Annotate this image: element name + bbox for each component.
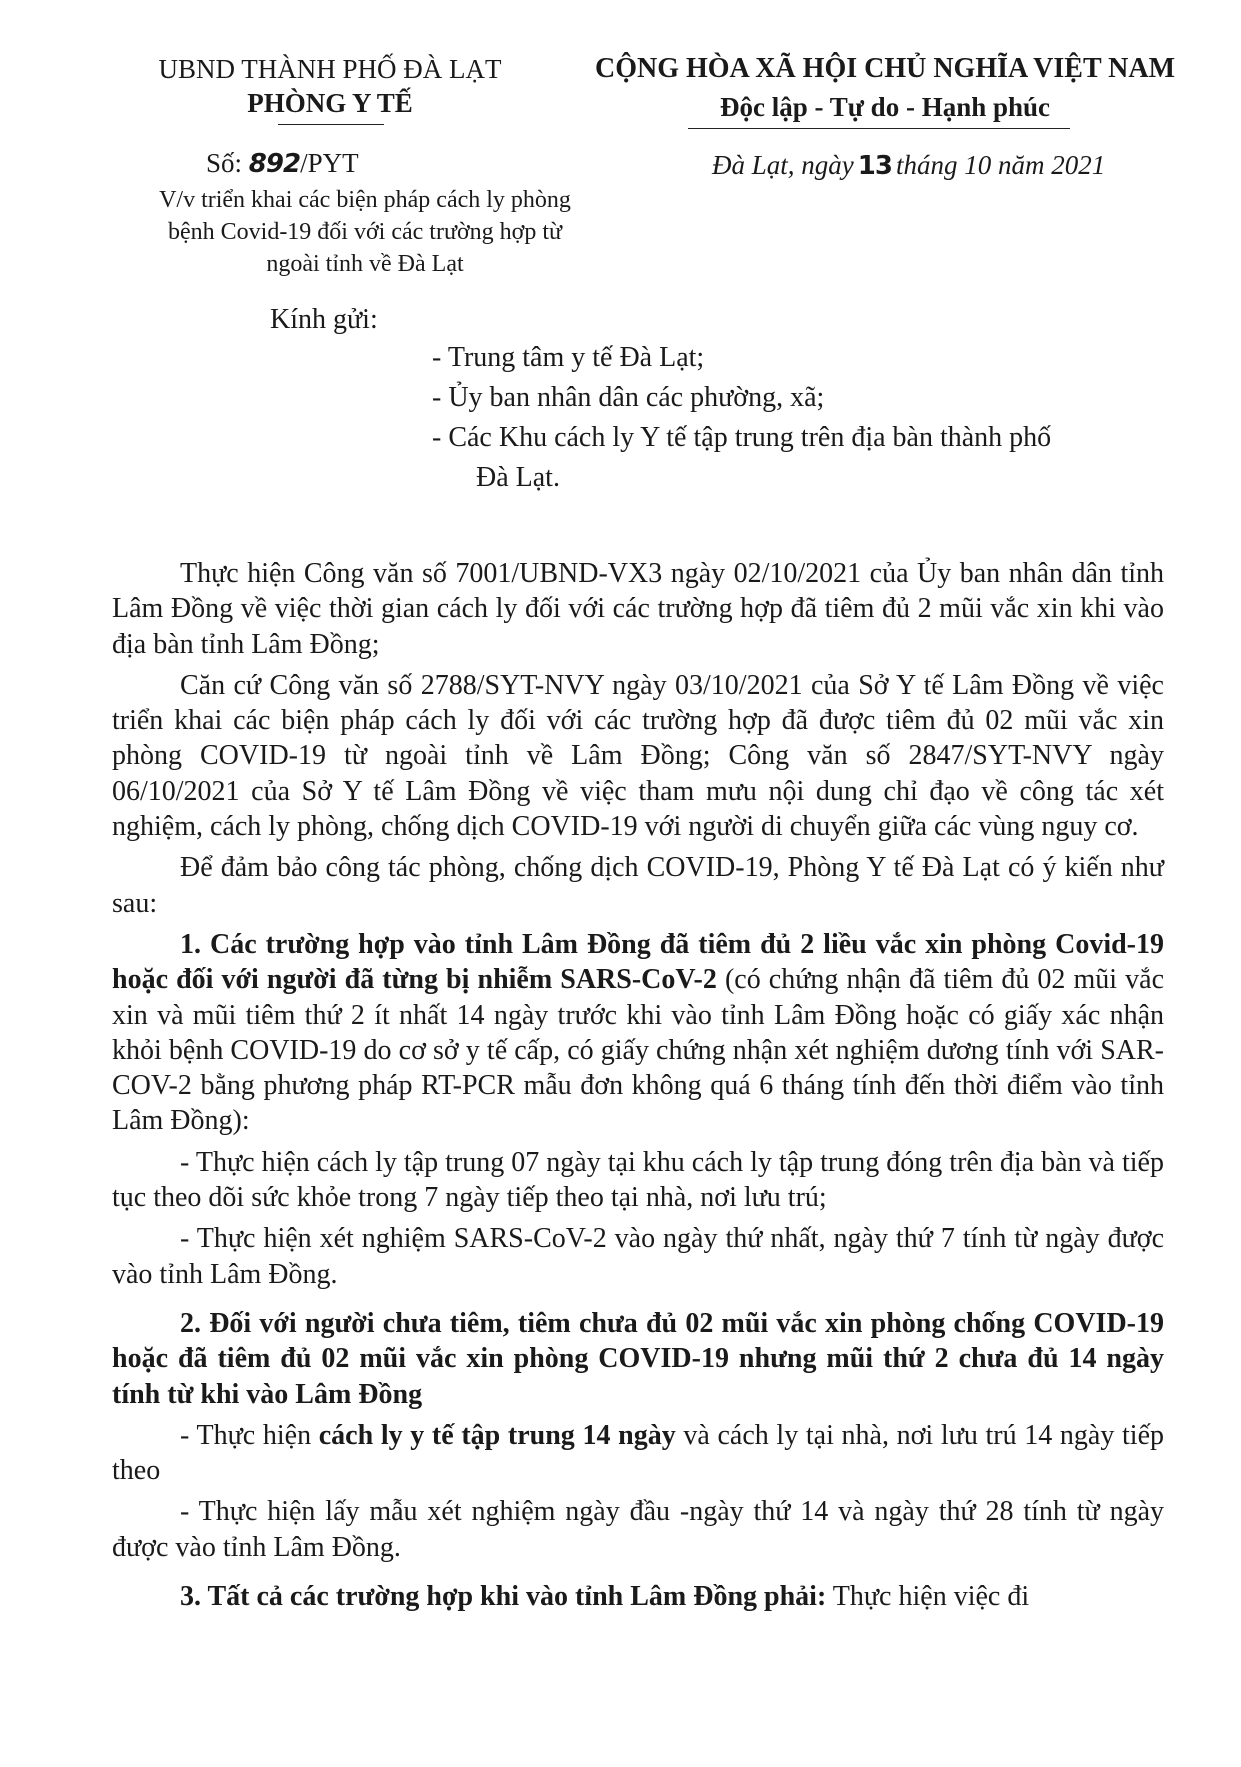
subject-line: ngoài tỉnh về Đà Lạt xyxy=(266,251,464,277)
doc-number-handwritten: 892 xyxy=(248,149,301,179)
section-2-bullet-emphasis: cách ly y tế tập trung 14 ngày xyxy=(318,1419,676,1451)
section-2-bullet-text: và cách ly tại nhà, nơi lưu trú 14 ngày tiếp theo xyxy=(112,1419,1164,1487)
national-heading-block xyxy=(585,50,1185,126)
motto-underline xyxy=(688,128,1070,129)
section-1-bullet: - Thực hiện xét nghiệm SARS-CoV-2 vào ngày thứ nhất, ngày thứ 7 tính từ ngày được vào tỉnh Lâm Đồng. xyxy=(112,1223,1164,1290)
date-place: Đà Lạt, ngày xyxy=(712,150,854,180)
section-2-bullet-text: - Thực hiện xyxy=(180,1419,319,1451)
recipient-item: - Trung tâm y tế Đà Lạt; xyxy=(432,342,705,373)
subject-line: V/v triển khai các biện pháp cách ly phòng xyxy=(159,187,571,213)
agency-parent: UBND THÀNH PHỐ ĐÀ LẠT xyxy=(158,54,502,84)
document-number xyxy=(206,146,359,181)
section-2-bullet: - Thực hiện lấy mẫu xét nghiệm ngày đầu -ngày thứ 14 và ngày thứ 28 tính từ ngày được vào tỉnh Lâm Đồng. xyxy=(112,1496,1164,1563)
agency-name: PHÒNG Y TẾ xyxy=(247,88,413,118)
issue-date xyxy=(712,148,1105,183)
subject-line: bệnh Covid-19 đối với các trường hợp từ xyxy=(167,219,563,245)
section-1-heading: 1. Các trường hợp vào tỉnh Lâm Đồng đã tiêm đủ 2 liều vắc xin phòng Covid-19 hoặc đối với người đã từng bị nhiễm SARS-CoV-2 xyxy=(112,928,1164,996)
section-2-heading: 2. Đối với người chưa tiêm, tiêm chưa đủ 02 mũi vắc xin phòng chống COVID-19 hoặc đã tiêm đủ 02 mũi vắc xin phòng COVID-19 nhưng mũi thứ 2 chưa đủ 14 ngày tính từ khi vào Lâm Đồng xyxy=(112,1307,1164,1410)
recipient-item: - Ủy ban nhân dân các phường, xã; xyxy=(432,382,825,413)
paragraph-opinion-intro: Để đảm bảo công tác phòng, chống dịch COVID-19, Phòng Y tế Đà Lạt có ý kiến như sau: xyxy=(112,852,1164,919)
section-1 xyxy=(112,927,1164,1139)
doc-number-prefix: Số: xyxy=(206,148,243,178)
date-rest: tháng 10 năm 2021 xyxy=(895,150,1106,180)
recipients-label: Kính gửi: xyxy=(270,304,378,335)
paragraph-reference-7001: Thực hiện Công văn số 7001/UBND-VX3 ngày 02/10/2021 của Ủy ban nhân dân tỉnh Lâm Đồng về việc thời gian cách ly đối với các trường hợp đã tiêm đủ 2 mũi vắc xin khi vào địa bàn tỉnh Lâm Đồng; xyxy=(112,558,1164,660)
section-1-conditions: (có chứng nhận đã tiêm đủ 02 mũi vắc xin và mũi tiêm thứ 2 ít nhất 14 ngày trước khi vào tỉnh Lâm Đồng hoặc có giấy xác nhận khỏi bệnh COVID-19 do cơ sở y tế cấp, có giấy chứng nhận xét nghiệm dương tính với SAR-COV-2 bằng phương pháp RT-PCR mẫu đơn không quá 6 tháng tính đến thời điểm vào tỉnh Lâm Đồng): xyxy=(112,964,1164,1137)
recipient-item-continuation: Đà Lạt. xyxy=(476,462,560,493)
recipient-item: - Các Khu cách ly Y tế tập trung trên địa bàn thành phố xyxy=(432,422,1052,453)
recipients-list xyxy=(432,338,1172,498)
document-body xyxy=(112,556,1164,1614)
agency-underline xyxy=(278,124,384,125)
national-motto: Độc lập - Tự do - Hạnh phúc xyxy=(719,92,1051,122)
section-2-bullet xyxy=(112,1418,1164,1489)
doc-number-suffix: /PYT xyxy=(300,148,359,178)
subject-block xyxy=(150,184,580,280)
date-day-handwritten: 13 xyxy=(857,151,892,181)
section-3-text: Thực hiện việc đi xyxy=(826,1581,1030,1613)
issuing-agency-block xyxy=(90,52,570,120)
paragraph-reference-2788: Căn cứ Công văn số 2788/SYT-NVY ngày 03/10/2021 của Sở Y tế Lâm Đồng về việc triển khai các biện pháp cách ly đối với các trường hợp đã được tiêm đủ 02 mũi vắc xin phòng COVID-19 từ ngoài tỉnh về Lâm Đồng; Công văn số 2847/SYT-NVY ngày 06/10/2021 của Sở Y tế Lâm Đồng về việc tham mưu nội dung chỉ đạo về công tác xét nghiệm, cách ly phòng, chống dịch COVID-19 với người di chuyển giữa các vùng nguy cơ. xyxy=(112,669,1164,843)
section-3-heading: 3. Tất cả các trường hợp khi vào tỉnh Lâm Đồng phải: xyxy=(180,1581,827,1613)
nation-title: CỘNG HÒA XÃ HỘI CHỦ NGHĨA VIỆT NAM xyxy=(594,53,1176,84)
section-3 xyxy=(112,1579,1164,1614)
section-1-bullet: - Thực hiện cách ly tập trung 07 ngày tại khu cách ly tập trung đóng trên địa bàn và tiếp tục theo dõi sức khỏe trong 7 ngày tiếp theo tại nhà, nơi lưu trú; xyxy=(112,1146,1164,1214)
